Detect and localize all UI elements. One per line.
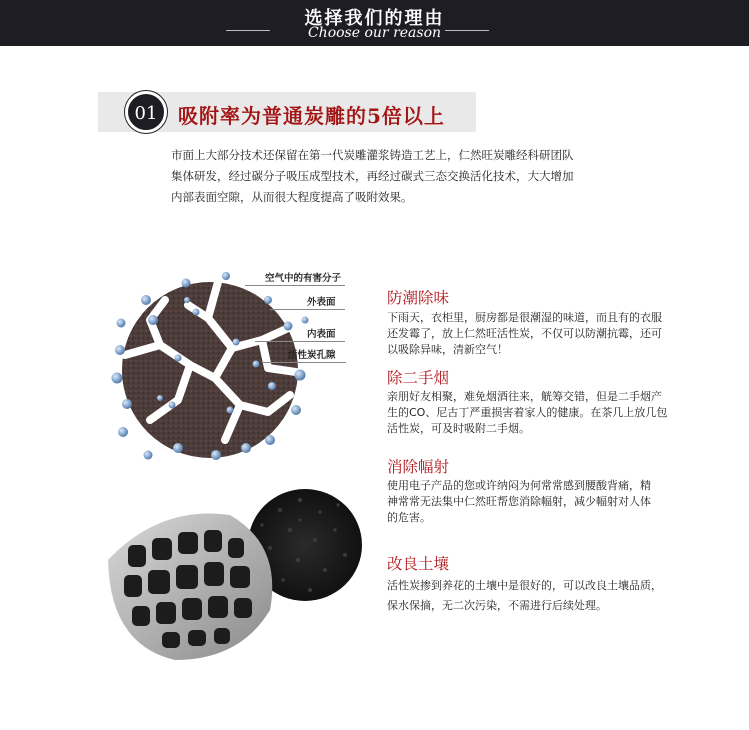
feature-line: 亲朋好友相聚，难免烟酒往来，觥筹交错，但是二手烟产 [387, 390, 662, 403]
feature-title-radiation: 消除幅射 [387, 458, 450, 476]
feature-line: 还发霉了，放上仁然旺活性炭，不仅可以防潮抗霉，还可 [387, 327, 662, 340]
leader-line [270, 309, 345, 310]
feature-text-soil [387, 576, 709, 616]
leader-line [245, 285, 345, 286]
leader-line [262, 362, 346, 363]
feature-title-smoke: 除二手烟 [387, 369, 450, 387]
feature-line: 生的CO、尼古丁严重损害着家人的健康。在茶几上放几包 [387, 406, 668, 419]
feature-title-soil: 改良土壤 [387, 555, 450, 573]
feature-text-moisture [387, 310, 709, 358]
feature-line: 神常常无法集中仁然旺帮您消除幅射，减少幅射对人体 [387, 495, 651, 508]
feature-text-smoke [387, 389, 709, 437]
label-harmful-molecules: 空气中的有害分子 [265, 273, 342, 284]
feature-line: 保水保摘，无二次污染，不需进行后续处理。 [387, 599, 607, 612]
feature-line: 下雨天，衣柜里，厨房都是很潮湿的味道，而且有的衣服 [387, 311, 662, 324]
header-subtitle: Choose our reason [307, 25, 442, 41]
feature-line: 以吸除异味，清新空气！ [387, 343, 508, 356]
label-outer-surface: 外表面 [307, 297, 336, 308]
intro-line: 集体研发，经过碳分子吸压成型技术，再经过碳式三态交换活化技术，大大增加 [171, 169, 574, 183]
feature-title-moisture: 防潮除味 [387, 289, 450, 307]
header-title: 选择我们的理由 [304, 8, 445, 29]
section-number: 01 [134, 103, 158, 124]
label-pores: 活性炭孔隙 [288, 350, 336, 361]
label-inner-surface: 内表面 [307, 329, 336, 340]
leader-line [255, 341, 345, 342]
section-title: 吸附率为普通炭雕的5倍以上 [178, 104, 445, 128]
porous-microstructure-photo [108, 513, 272, 660]
feature-text-radiation [387, 478, 709, 526]
intro-line: 市面上大部分技术还保留在第一代炭雕灌浆铸造工艺上，仁然旺炭雕经科研团队 [171, 148, 574, 162]
feature-line: 活性炭掺到养花的土壤中是很好的，可以改良土壤品质， [387, 579, 662, 592]
feature-line: 的危害。 [387, 511, 431, 524]
charcoal-pore-diagram [112, 272, 309, 460]
intro-line: 内部表面空隙，从而很大程度提高了吸附效果。 [171, 190, 413, 204]
feature-line: 活性炭，可及时吸附二手烟。 [387, 422, 530, 435]
feature-line: 使用电子产品的您或许纳闷为何常常感到腰酸背痛，精 [387, 479, 651, 492]
